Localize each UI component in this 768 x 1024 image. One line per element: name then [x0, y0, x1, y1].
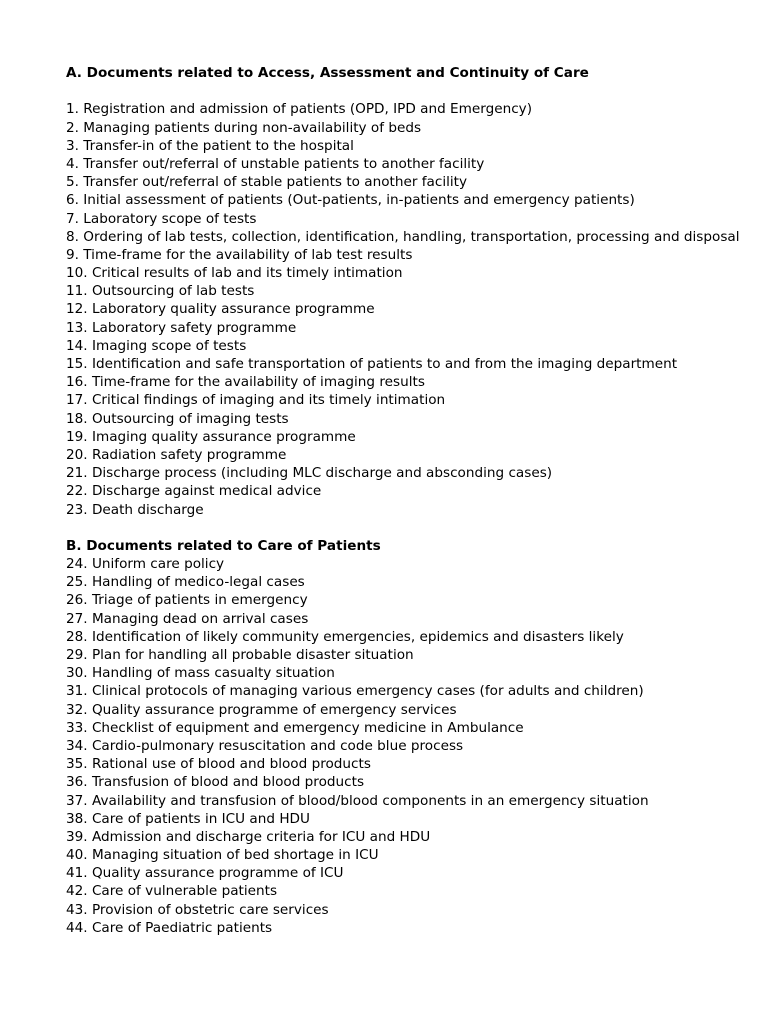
list-item: 9. Time-frame for the availability of lab test results — [66, 246, 413, 263]
list-item: 3. Transfer-in of the patient to the hospital — [66, 137, 354, 154]
section-a-list — [66, 100, 768, 518]
list-item: 13. Laboratory safety programme — [66, 319, 297, 336]
list-item: 23. Death discharge — [66, 501, 204, 518]
list-item: 6. Initial assessment of patients (Out-patients, in-patients and emergency patients) — [66, 192, 635, 209]
list-item: 8. Ordering of lab tests, collection, identification, handling, transportation, processing and disposal — [66, 228, 740, 245]
list-item: 22. Discharge against medical advice — [66, 483, 322, 500]
section-spacer — [66, 82, 768, 100]
list-item: 4. Transfer out/referral of unstable patients to another facility — [66, 155, 485, 172]
list-item: 37. Availability and transfusion of blood/blood components in an emergency situation — [66, 792, 649, 809]
list-item: 41. Quality assurance programme of ICU — [66, 865, 344, 882]
list-item: 25. Handling of medico-legal cases — [66, 574, 305, 591]
list-item: 43. Provision of obstetric care services — [66, 901, 329, 918]
section-a-heading: A. Documents related to Access, Assessment and Continuity of Care — [66, 65, 589, 81]
list-item: 21. Discharge process (including MLC discharge and absconding cases) — [66, 465, 553, 482]
list-item: 44. Care of Paediatric patients — [66, 919, 273, 936]
list-item: 1. Registration and admission of patients (OPD, IPD and Emergency) — [66, 101, 533, 118]
list-item: 36. Transfusion of blood and blood products — [66, 774, 365, 791]
list-item: 38. Care of patients in ICU and HDU — [66, 810, 310, 827]
list-item: 34. Cardio-pulmonary resuscitation and code blue process — [66, 737, 464, 754]
section-b-list — [66, 555, 768, 937]
list-item: 39. Admission and discharge criteria for ICU and HDU — [66, 828, 431, 845]
list-item: 27. Managing dead on arrival cases — [66, 610, 309, 627]
list-item: 14. Imaging scope of tests — [66, 337, 247, 354]
list-item: 10. Critical results of lab and its timely intimation — [66, 265, 403, 282]
list-item: 5. Transfer out/referral of stable patients to another facility — [66, 174, 468, 191]
list-item: 28. Identification of likely community emergencies, epidemics and disasters likely — [66, 628, 624, 645]
list-item: 26. Triage of patients in emergency — [66, 592, 308, 609]
list-item: 35. Rational use of blood and blood products — [66, 756, 371, 773]
list-item: 19. Imaging quality assurance programme — [66, 428, 356, 445]
list-item: 33. Checklist of equipment and emergency medicine in Ambulance — [66, 719, 524, 736]
list-item: 32. Quality assurance programme of emergency services — [66, 701, 457, 718]
list-item: 7. Laboratory scope of tests — [66, 210, 257, 227]
list-item: 30. Handling of mass casualty situation — [66, 665, 335, 682]
list-item: 31. Clinical protocols of managing various emergency cases (for adults and children) — [66, 683, 644, 700]
list-item: 42. Care of vulnerable patients — [66, 883, 278, 900]
list-item: 2. Managing patients during non-availability of beds — [66, 119, 422, 136]
section-b-heading: B. Documents related to Care of Patients — [66, 537, 381, 554]
list-item: 29. Plan for handling all probable disaster situation — [66, 647, 414, 663]
list-item: 12. Laboratory quality assurance programme — [66, 301, 375, 318]
list-item: 40. Managing situation of bed shortage in ICU — [66, 847, 379, 864]
list-item: 15. Identification and safe transportation of patients to and from the imaging department — [66, 356, 678, 372]
list-item: 11. Outsourcing of lab tests — [66, 283, 255, 300]
list-item: 20. Radiation safety programme — [66, 446, 287, 463]
list-item: 24. Uniform care policy — [66, 556, 225, 573]
section-spacer — [66, 519, 768, 537]
list-item: 18. Outsourcing of imaging tests — [66, 410, 289, 427]
list-item: 17. Critical findings of imaging and its timely intimation — [66, 392, 446, 409]
document-page — [66, 64, 768, 937]
list-item: 16. Time-frame for the availability of imaging results — [66, 374, 425, 391]
